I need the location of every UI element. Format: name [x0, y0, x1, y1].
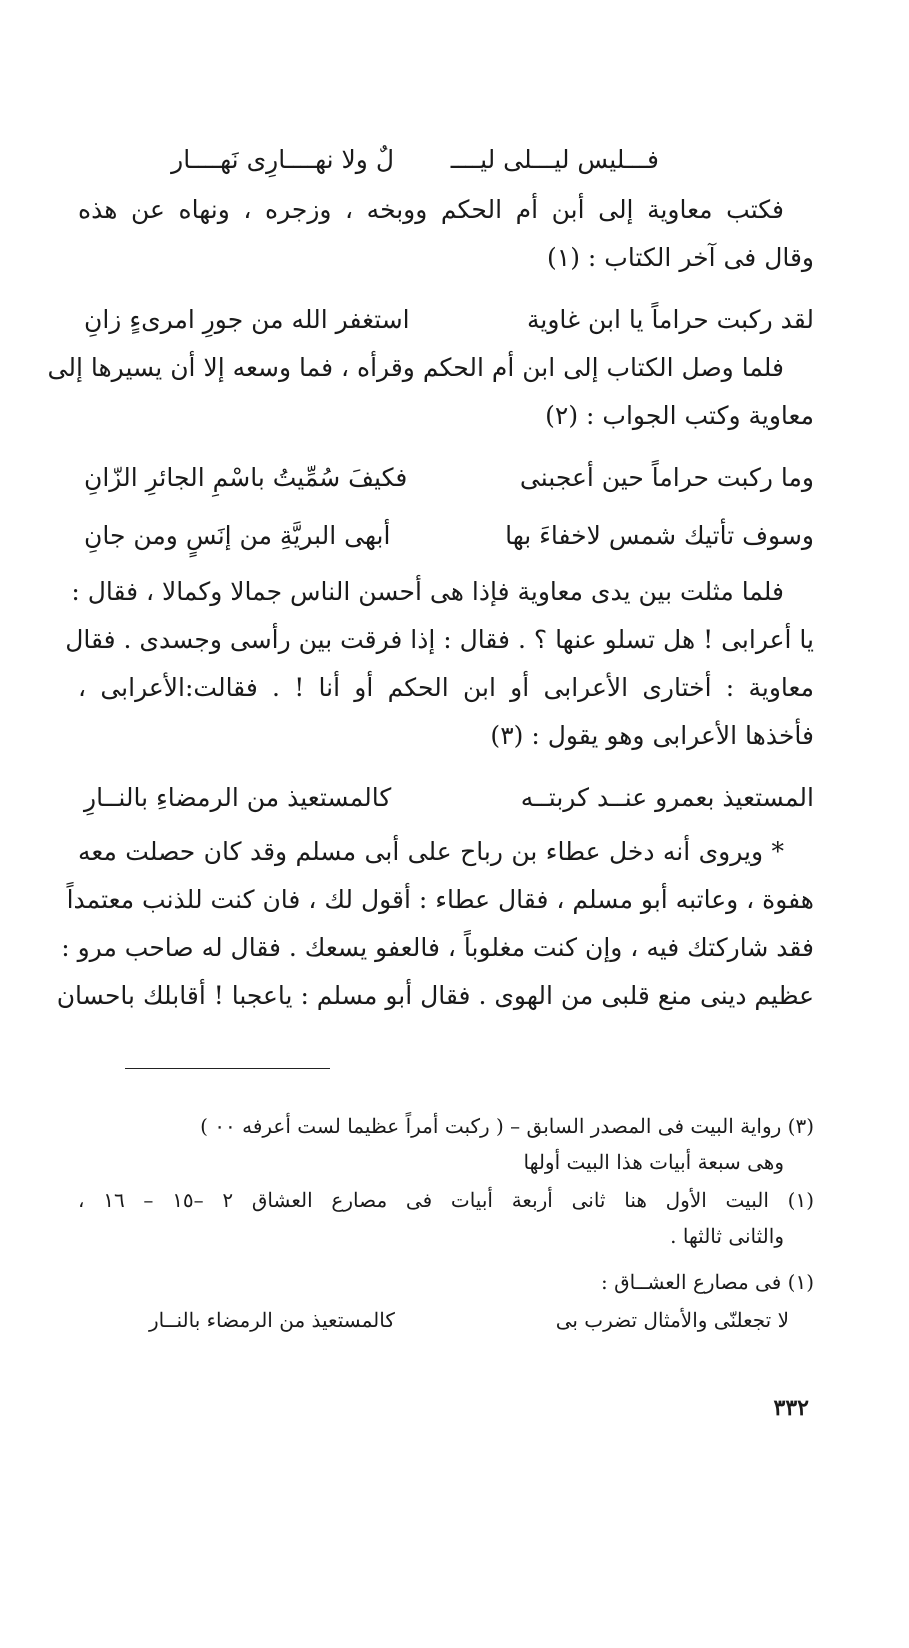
- verse-2: [84, 458, 814, 498]
- footnote-divider: [125, 1068, 330, 1069]
- verse-hemistich-first: وسوف تأتيك شمس لاخفاءَ بها: [505, 521, 814, 550]
- verse-hemistich-second: استغفر الله من جورِ امرىءٍ زانِ: [84, 305, 410, 334]
- verse-4: [84, 778, 814, 818]
- prose-line: وقال فى آخر الكتاب : (١): [547, 243, 814, 272]
- verse-top: [84, 140, 814, 180]
- verse-hemistich-first: وما ركبت حراماً حين أعجبنى: [519, 463, 814, 492]
- prose-line: فأخذها الأعرابى وهو يقول : (٣): [490, 721, 814, 750]
- prose-line: فلما وصل الكتاب إلى ابن أم الحكم وقرأه ، فما وسعه إلا أن يسيرها إلى: [47, 353, 784, 382]
- footnote-3-line-2: وهى سبعة أبيات هذا البيت أولها: [523, 1150, 784, 1174]
- verse-hemistich-first: فـــليس ليـــلى ليــــ: [450, 145, 659, 174]
- verse-3: [84, 516, 814, 556]
- prose-line: معاوية وكتب الجواب : (٢): [545, 401, 814, 430]
- prose-line: فقد شاركتك فيه ، وإن كنت مغلوباً ، فالعفو يسعك . فقال له صاحب مرو :: [61, 933, 814, 962]
- verse-hemistich-second: فكيفَ سُمِّيتُ باسْمِ الجائرِ الزّانِ: [84, 463, 408, 492]
- prose-line: فلما مثلت بين يدى معاوية فإذا هى أحسن الناس جمالا وكمالا ، فقال :: [71, 577, 784, 606]
- verse-hemistich-second: أبهى البريَّةِ من إنَسٍ ومن جانِ: [84, 521, 391, 550]
- prose-line: * ويروى أنه دخل عطاء بن رباح على أبى مسلم وقد كان حصلت معه: [78, 837, 784, 866]
- footnote-1a-line-2: والثانى ثالثها .: [670, 1224, 784, 1248]
- footnote-3-line-1: (٣) رواية البيت فى المصدر السابق – ( ركبت أمراً عظيما لست أعرفه ٠٠ ): [200, 1114, 814, 1138]
- verse-hemistich-first: لقد ركبت حراماً يا ابن غاوية: [526, 305, 814, 334]
- verse-hemistich-second: كالمستعيذ من الرمضاء بالنــار: [149, 1308, 395, 1332]
- verse-hemistich-second: كالمستعيذ من الرمضاءِ بالنــارِ: [84, 783, 392, 812]
- verse-1: [84, 300, 814, 340]
- prose-line: فكتب معاوية إلى أبن أم الحكم ووبخه ، وزجره ، ونهاه عن هذه: [78, 195, 784, 224]
- page-number: ٣٣٢: [773, 1395, 809, 1421]
- prose-line: معاوية : أختارى الأعرابى أو ابن الحكم أو أنا ! . فقالت:الأعرابى ،: [78, 673, 814, 702]
- verse-hemistich-second: لٌ ولا نهــــارِى نَهــــار: [171, 145, 394, 174]
- prose-line: هفوة ، وعاتبه أبو مسلم ، فقال عطاء : أقول لك ، فان كنت للذنب معتمداً: [66, 885, 814, 914]
- prose-line: يا أعرابى ! هل تسلو عنها ؟ . فقال : إذا فرقت بين رأسى وجسدى . فقال: [65, 625, 814, 654]
- verse-hemistich-first: المستعيذ بعمرو عنــد كربتــه: [520, 783, 814, 812]
- verse-hemistich-first: لا تجعلنّى والأمثال تضرب بى: [555, 1308, 789, 1332]
- footnote-1b-verse: [149, 1304, 789, 1336]
- prose-line: عظيم دينى منع قلبى من الهوى . فقال أبو مسلم : ياعجبا ! أقابلك باحسان: [56, 981, 814, 1010]
- footnote-1b-line-1: (١) فى مصارع العشــاق :: [601, 1270, 814, 1294]
- footnote-1a-line-1: (١) البيت الأول هنا ثانى أربعة أبيات فى مصارع العشاق ٢ –١٥ – ١٦ ،: [78, 1188, 815, 1212]
